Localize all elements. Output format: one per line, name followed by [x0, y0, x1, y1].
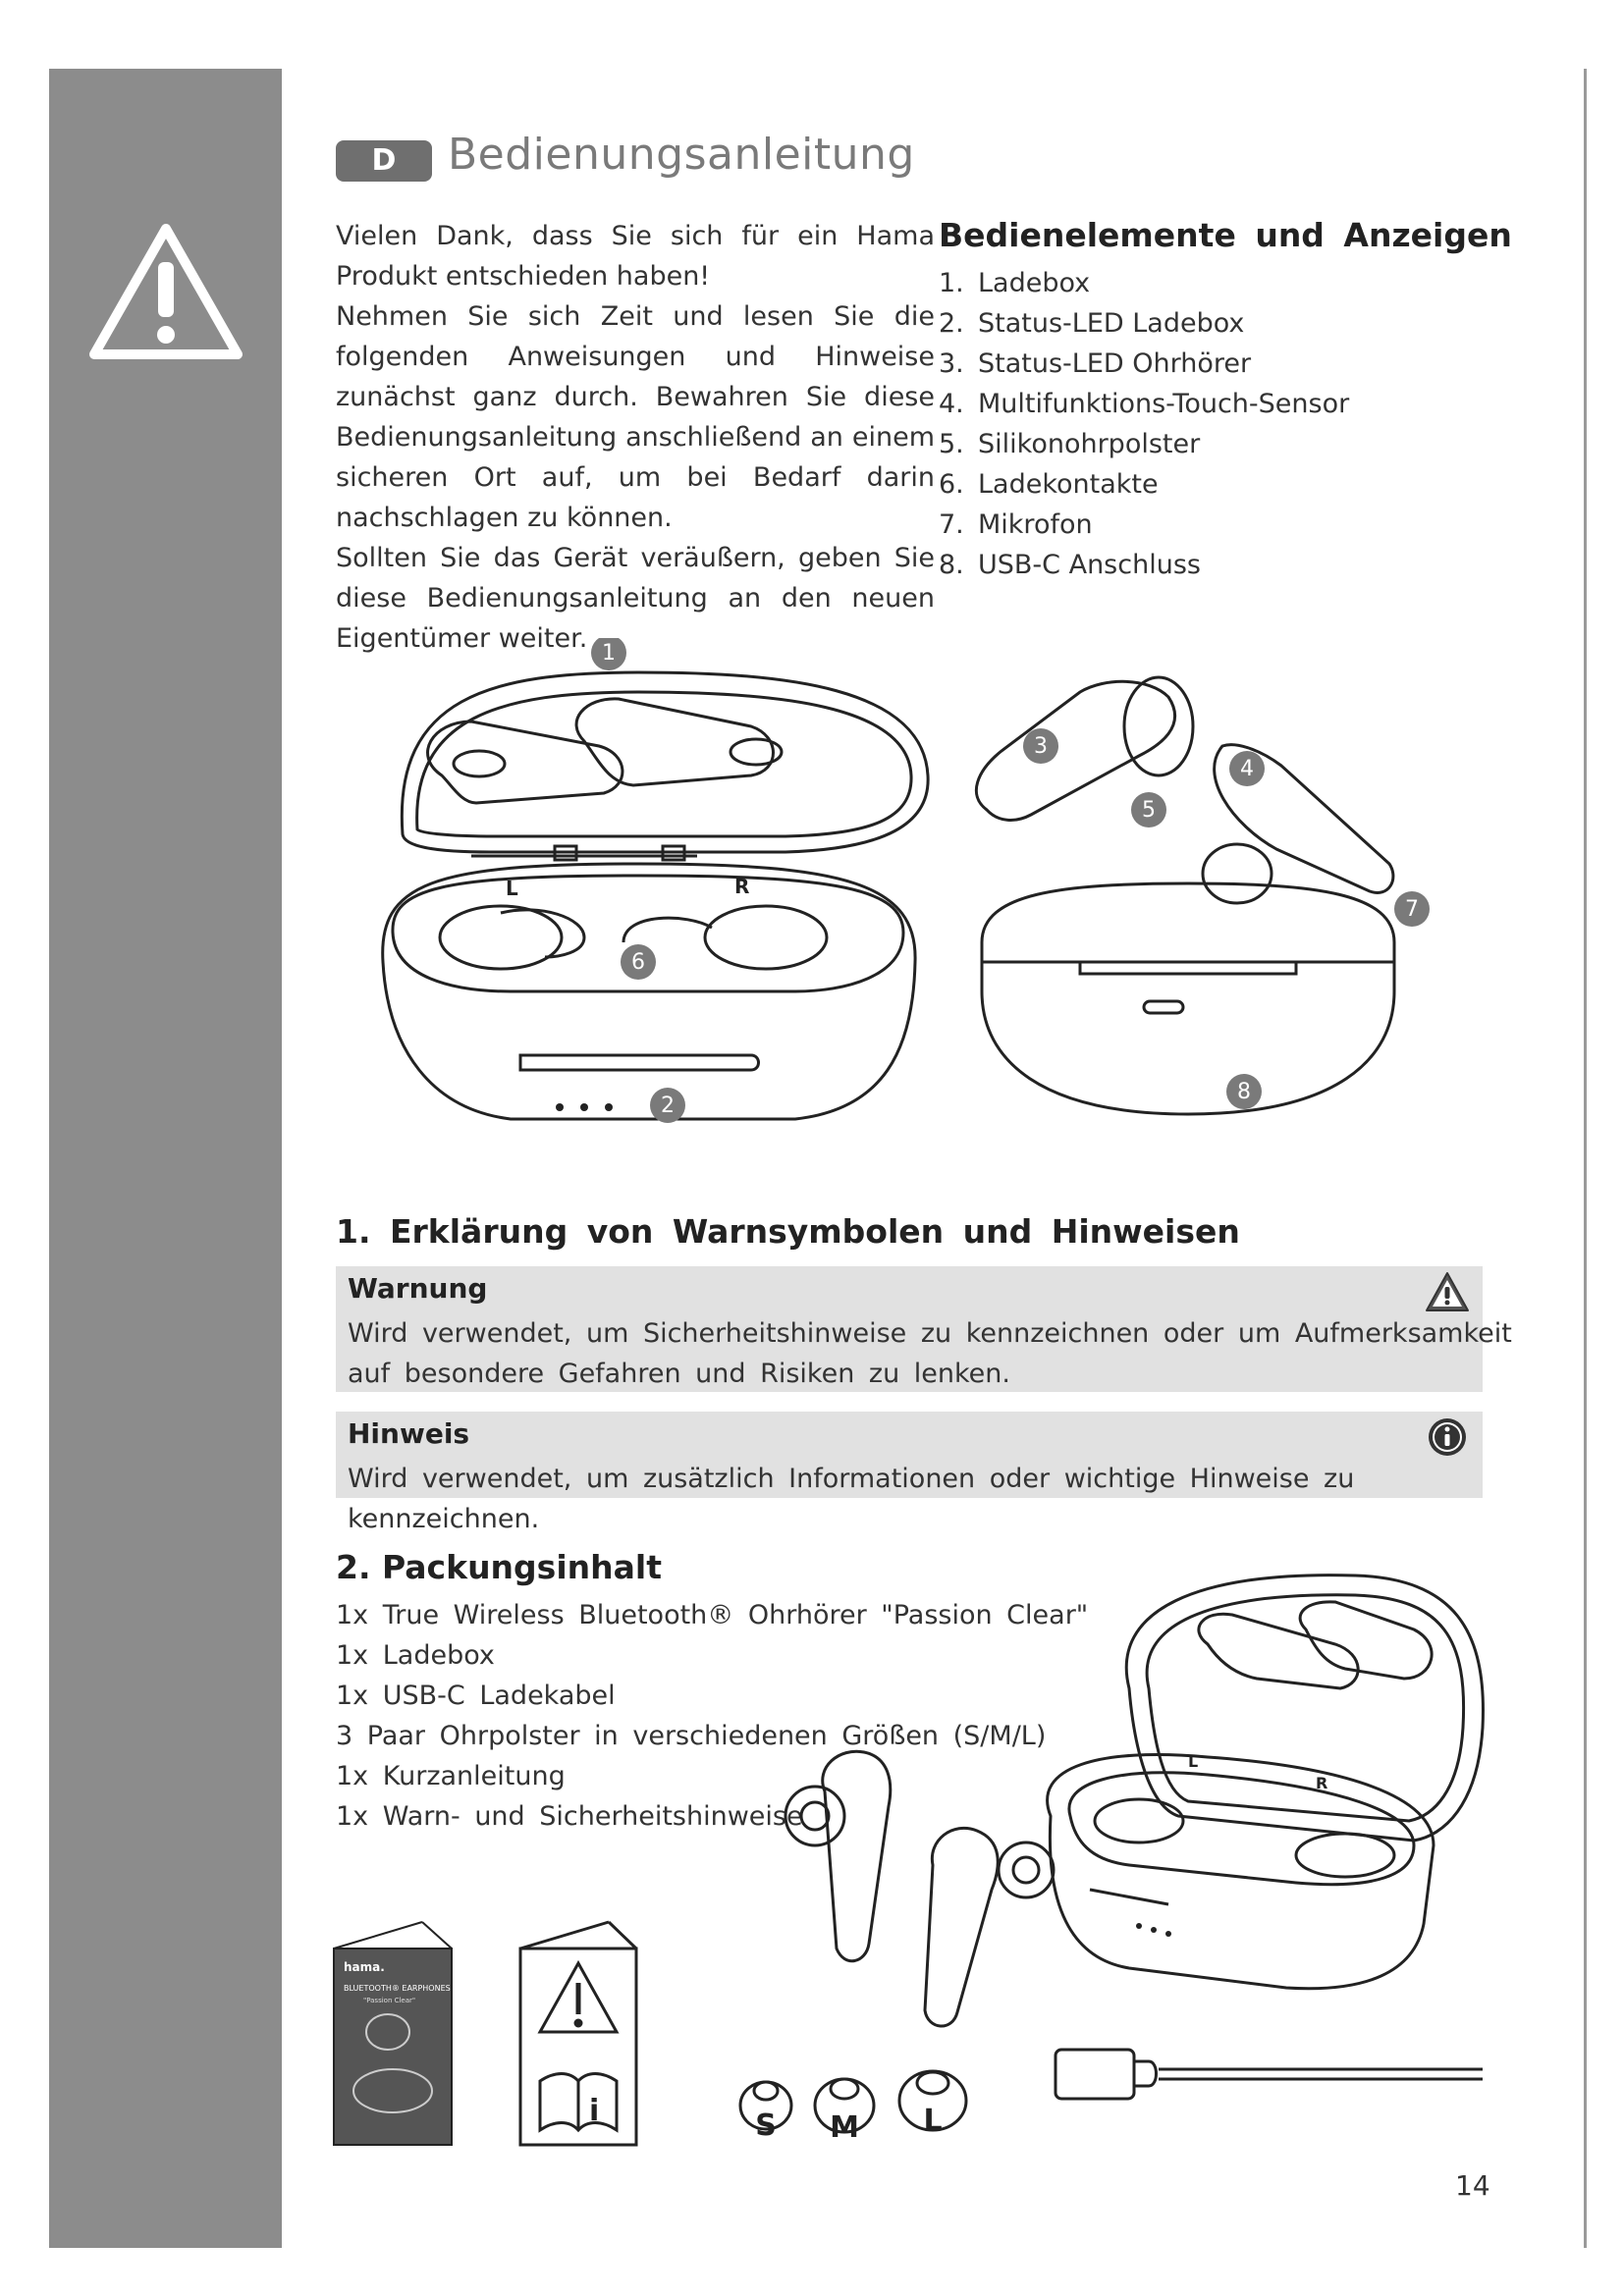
document-title: Bedienungsanleitung: [448, 130, 915, 180]
item-number: 2.: [939, 308, 964, 339]
intro-paragraph: Vielen Dank, dass Sie sich für ein Hama Produkt entschieden haben!: [336, 221, 935, 292]
item-label: Silikonohrpolster: [978, 429, 1201, 459]
size-label: S: [755, 2109, 777, 2143]
item-label: Mikrofon: [978, 509, 1093, 540]
list-item: [939, 505, 1349, 545]
case-label-right: R: [1316, 1774, 1328, 1792]
callout-4: [1229, 751, 1265, 786]
intro-paragraph: Nehmen Sie sich Zeit und lesen Sie die folgenden Anweisungen und Hinweise zunächst ganz durch. Bewahren Sie diese Bedienungsanleitung anschließend an einem sicheren Ort auf, um bei Bedarf darin nachschlagen zu können.: [336, 301, 935, 533]
quick-guide-booklet: [334, 1922, 452, 2145]
svg-text:8: 8: [1237, 1080, 1251, 1104]
svg-text:5: 5: [1142, 798, 1156, 823]
page-number: 14: [1455, 2169, 1490, 2202]
item-number: 5.: [939, 429, 964, 459]
list-item: [939, 344, 1349, 384]
list-item: 1x True Wireless Bluetooth® Ohrhörer "Passion Clear": [336, 1600, 1089, 1630]
svg-text:7: 7: [1405, 897, 1419, 922]
list-item: [939, 263, 1349, 303]
warning-triangle-icon: [1424, 1270, 1471, 1313]
svg-text:i: i: [589, 2094, 600, 2128]
case-label-right: R: [734, 875, 750, 898]
case-label-left: L: [1188, 1752, 1199, 1771]
manual-subtitle: "Passion Clear": [363, 1997, 416, 2004]
intro-text: [336, 216, 935, 659]
item-label: USB-C Anschluss: [978, 550, 1201, 580]
svg-text:3: 3: [1034, 734, 1048, 759]
controls-list: [939, 263, 1349, 585]
warning-title: Warnung: [348, 1272, 488, 1305]
item-number: 7.: [939, 509, 964, 540]
intro-paragraph: Sollten Sie das Gerät veräußern, geben Sie diese Bedienungsanleitung an den neuen Eigentümer weiter.: [336, 543, 935, 654]
item-label: Multifunktions-Touch-Sensor: [978, 389, 1350, 419]
item-number: 3.: [939, 348, 964, 379]
controls-heading: Bedienelemente und Anzeigen: [939, 216, 1512, 254]
item-label: Ladebox: [978, 268, 1091, 298]
callout-3: [1023, 728, 1058, 764]
ear-tip-l: [899, 2071, 966, 2138]
list-item: 1x Kurzanleitung: [336, 1761, 566, 1791]
list-item: 1x USB-C Ladekabel: [336, 1681, 616, 1711]
package-contents-figure: [324, 1571, 1502, 2160]
charging-case-front-drawing: [982, 883, 1394, 1114]
usb-c-cable: [1056, 2050, 1483, 2099]
item-label: Status-LED Ladebox: [978, 308, 1245, 339]
info-icon: [1424, 1415, 1471, 1459]
callout-8: [1226, 1074, 1262, 1109]
item-label: Status-LED Ohrhörer: [978, 348, 1252, 379]
product-controls-figure: [373, 638, 1453, 1168]
warning-triangle-icon: [86, 221, 245, 363]
language-badge: D: [336, 140, 432, 182]
callout-5: [1131, 792, 1166, 828]
note-title: Hinweis: [348, 1417, 470, 1450]
callout-6: [621, 944, 656, 980]
list-item: 1x Ladebox: [336, 1640, 495, 1671]
callout-1: [591, 638, 626, 670]
note-box: [336, 1412, 1483, 1534]
list-item: [939, 303, 1349, 344]
ear-tip-s: [740, 2082, 791, 2143]
warning-text: Wird verwendet, um Sicherheitshinweise zu kennzeichnen oder um Aufmerksamkeit auf besondere Gefahren und Risiken zu lenken.: [348, 1318, 1512, 1389]
svg-text:4: 4: [1240, 757, 1254, 781]
ear-tip-m: [815, 2079, 874, 2145]
section-heading: 1. Erklärung von Warnsymbolen und Hinweisen: [336, 1212, 1240, 1251]
safety-booklet: [520, 1922, 636, 2145]
list-item: [939, 424, 1349, 464]
callout-2: [650, 1088, 685, 1123]
charging-case-open-drawing: [383, 672, 928, 1119]
svg-text:6: 6: [631, 950, 645, 975]
size-label: L: [923, 2104, 943, 2138]
item-label: Ladekontakte: [978, 469, 1159, 500]
note-text: Wird verwendet, um zusätzlich Informationen oder wichtige Hinweise zu kennzeichnen.: [348, 1464, 1355, 1534]
earbuds-drawing: [976, 677, 1393, 903]
item-number: 4.: [939, 389, 964, 419]
left-sidebar-band: [49, 69, 282, 2248]
size-label: M: [830, 2110, 859, 2145]
list-item: [939, 545, 1349, 585]
section-heading: 2. Packungsinhalt: [336, 1548, 662, 1586]
item-number: 8.: [939, 550, 964, 580]
svg-text:2: 2: [661, 1094, 675, 1118]
callout-7: [1394, 891, 1430, 927]
case-label-left: L: [506, 877, 518, 900]
list-item: 1x Warn- und Sicherheitshinweise: [336, 1801, 803, 1832]
earbuds-drawing: [785, 1751, 1054, 2026]
manual-title: BLUETOOTH® EARPHONES: [344, 1984, 451, 1993]
warning-box: [336, 1266, 1512, 1392]
list-item: [939, 384, 1349, 424]
charging-case-drawing: [1048, 1575, 1484, 1989]
list-item: 3 Paar Ohrpolster in verschiedenen Größen (S/M/L): [336, 1721, 1047, 1751]
manual-brand: hama.: [344, 1960, 385, 1974]
item-number: 6.: [939, 469, 964, 500]
right-margin-rule: [1584, 69, 1587, 2248]
list-item: [939, 464, 1349, 505]
item-number: 1.: [939, 268, 964, 298]
svg-text:1: 1: [602, 641, 616, 666]
